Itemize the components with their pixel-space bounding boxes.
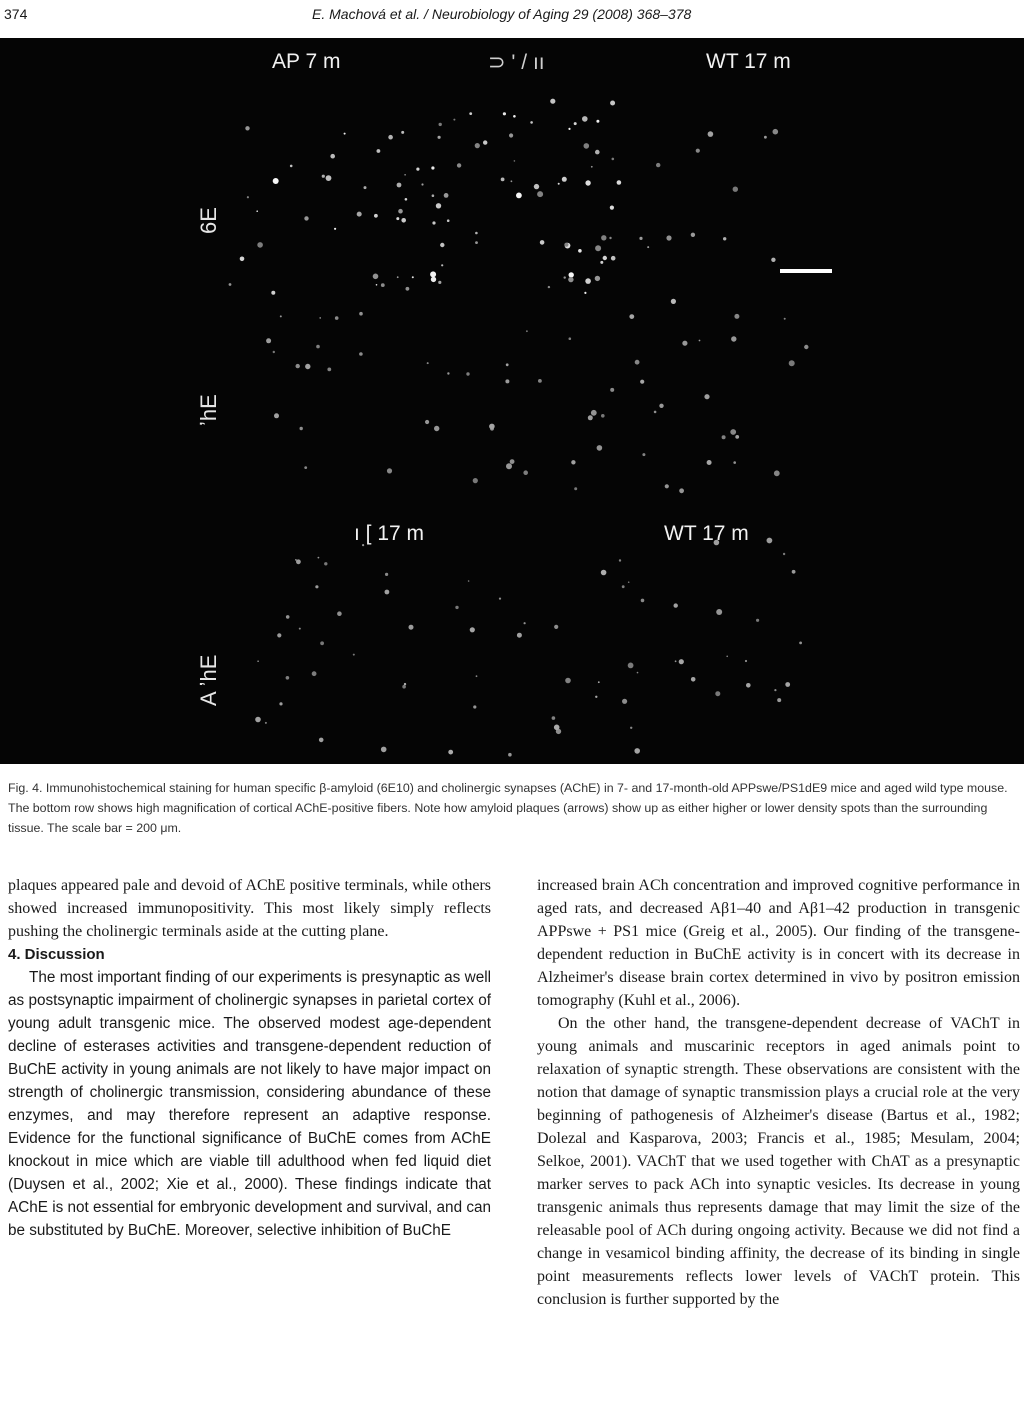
speckle <box>376 284 378 286</box>
speckle <box>503 112 506 115</box>
row-label-ache-bottom: A ʼhE <box>196 654 221 706</box>
micrograph-speckles <box>0 38 1024 764</box>
right-paragraph-2: On the other hand, the transgene-dependent decrease of VAChT in young animals and muscarinic receptors in aged animals point to relaxation of synaptic strength. These observations are consistent with the notion that damage of synaptic transmission plays a crucial role at the very beginning of pathogenesis of Alzheimer's disease (Bartus et al., 1982; Dolezal and Kasparova, 2003; Francis et al., 1985; Mesulam, 2004; Selkoe, 2001). VAChT that we used together with ChAT as a presynaptic marker serves to pack ACh into synaptic vesicles. Its decrease in young transgenic animals thus represents damage that may limit the size of the releasable pool of ACh during ongoing activity. Because we did not find a change in vesamicol binding affinity, the decrease of its binding in single point measurements reflects lower levels of VAChT protein. This conclusion is further supported by the <box>537 1015 1020 1308</box>
speckle <box>448 750 453 755</box>
speckle <box>640 380 644 384</box>
speckle <box>381 747 387 753</box>
speckle <box>595 276 600 281</box>
speckle <box>783 553 785 555</box>
speckle <box>715 691 720 696</box>
speckle <box>634 748 640 754</box>
left-paragraph-1: plaques appeared pale and devoid of AChE positive terminals, while others showed increased immunopositivity. This most likely simply reflects pushing the cholinergic terminals aside at the cutting plane. <box>8 877 491 940</box>
speckle <box>327 368 331 372</box>
speckle <box>564 276 566 278</box>
speckle <box>591 410 597 416</box>
speckle <box>584 292 586 294</box>
speckle <box>610 388 614 392</box>
speckle <box>364 186 367 189</box>
speckle <box>597 445 603 451</box>
speckle <box>639 237 642 240</box>
speckle <box>784 318 786 320</box>
section-heading: 4. Discussion <box>8 946 105 963</box>
speckle <box>245 126 249 130</box>
speckle <box>409 625 414 630</box>
speckle <box>595 150 600 155</box>
speckle <box>436 203 441 208</box>
speckle <box>524 622 526 624</box>
speckle <box>622 699 627 704</box>
speckle <box>569 272 574 277</box>
speckle <box>320 641 324 645</box>
speckle <box>280 315 282 317</box>
speckle <box>473 478 478 483</box>
speckle <box>538 379 542 383</box>
speckle <box>628 581 630 583</box>
speckle <box>431 277 436 282</box>
speckle <box>265 722 267 724</box>
panel-label-top-center: ⊃ ' / ıı <box>488 51 545 74</box>
speckle <box>530 121 533 124</box>
speckle <box>457 163 461 167</box>
speckle <box>299 628 301 630</box>
speckle <box>792 570 796 574</box>
speckle <box>330 154 335 159</box>
speckle <box>585 278 591 284</box>
speckle <box>611 256 616 261</box>
panel-label-ap7m: AP 7 m <box>272 50 341 73</box>
speckle <box>290 165 293 168</box>
speckle <box>510 459 515 464</box>
speckle <box>716 609 722 615</box>
speckle <box>353 654 355 656</box>
speckle <box>359 352 363 356</box>
speckle <box>406 287 410 291</box>
speckle <box>296 364 300 368</box>
speckle <box>610 206 614 210</box>
speckle <box>466 372 469 375</box>
speckle <box>316 345 320 349</box>
speckle <box>595 245 601 251</box>
speckle <box>756 619 759 622</box>
speckle <box>470 627 475 632</box>
speckle <box>441 264 443 266</box>
speckle <box>558 183 560 185</box>
speckle <box>473 705 476 708</box>
speckle <box>785 682 790 687</box>
speckle <box>642 453 645 456</box>
speckle <box>397 183 402 188</box>
speckle <box>774 689 776 691</box>
speckle <box>421 183 423 185</box>
speckle <box>774 470 780 476</box>
speckle <box>271 291 275 295</box>
speckle <box>682 341 687 346</box>
speckle <box>381 283 385 287</box>
speckle <box>595 696 597 698</box>
speckle <box>704 394 709 399</box>
speckle <box>305 364 310 369</box>
speckle <box>601 414 605 418</box>
speckle <box>588 415 593 420</box>
speckle <box>483 140 487 144</box>
speckle <box>387 468 392 473</box>
speckle <box>679 488 684 493</box>
speckle <box>571 460 575 464</box>
speckle <box>476 675 478 677</box>
speckle <box>506 363 509 366</box>
speckle <box>603 256 607 260</box>
speckle <box>630 727 632 729</box>
speckle <box>286 615 290 619</box>
speckle <box>582 116 588 122</box>
speckle <box>247 196 249 198</box>
speckle <box>656 163 660 167</box>
speckle <box>401 218 406 223</box>
speckle <box>635 360 640 365</box>
left-paragraph-2: The most important finding of our experiments is presynaptic as well as postsynaptic impairment of cholinergic synapses in parietal cortex of young adult transgenic mice. The observed modest age-dependent decline of esterases activities and transgene-dependent reduction of BuChE activity in young animals are not likely to have major impact on strength of cholinergic transmission, considering abundance of these enzymes, and may therefore represent an adaptive response. Evidence for the functional significance of BuChE comes from AChE knockout in mice which are viable till adulthood when fed liquid diet (Duysen et al., 2002; Xie et al., 2000). These findings indicate that AChE is not essential for embryonic development and survival, and can be substituted by BuChE. Moreover, selective inhibition of BuChE <box>8 969 491 1239</box>
speckle <box>637 672 639 674</box>
speckle <box>526 330 528 332</box>
speckle <box>601 570 607 576</box>
speckle <box>279 702 282 705</box>
speckle <box>255 717 261 723</box>
speckle <box>374 214 378 218</box>
speckle <box>696 149 700 153</box>
speckle <box>357 212 362 217</box>
speckle <box>324 562 327 565</box>
figure-caption: Fig. 4. Immunohistochemical staining for human specific β-amyloid (6E10) and cholinergic synapses (AChE) in 7- and 17-month-old APPswe/PS1dE9 mice and aged wild type mouse. The bottom row shows high magnification of cortical AChE-positive fibers. Note how amyloid plaques (arrows) show up as either higher or lower density spots than the surrounding tissue. The scale bar = 200 μm. <box>8 781 1008 835</box>
speckle <box>708 131 714 137</box>
speckle <box>273 178 279 184</box>
speckle <box>402 685 406 689</box>
speckle <box>312 671 317 676</box>
speckle <box>425 420 429 424</box>
speckle <box>804 345 808 349</box>
speckle <box>416 168 419 171</box>
speckle <box>537 191 543 197</box>
speckle <box>629 314 634 319</box>
speckle <box>726 656 728 658</box>
speckle <box>405 198 408 201</box>
speckle <box>412 276 414 278</box>
speckle <box>675 660 677 662</box>
speckle <box>431 166 434 169</box>
speckle <box>699 340 701 342</box>
micrograph-figure <box>0 38 1024 764</box>
speckle <box>447 219 450 222</box>
speckle <box>438 281 441 284</box>
speckle <box>764 136 767 139</box>
speckle <box>404 174 406 176</box>
speckle <box>326 175 332 181</box>
speckle <box>404 683 406 685</box>
page-number: 374 <box>4 6 28 22</box>
speckle <box>733 187 738 192</box>
speckle <box>568 128 570 130</box>
speckle <box>723 237 726 240</box>
speckle <box>574 487 577 490</box>
speckle <box>730 429 736 435</box>
speckle <box>554 625 558 629</box>
speckle <box>600 261 603 264</box>
speckle <box>565 678 571 684</box>
speckle <box>514 160 516 162</box>
speckle <box>596 120 599 123</box>
right-column <box>537 874 1020 1311</box>
speckle <box>430 271 436 277</box>
speckle <box>427 362 429 364</box>
speckle <box>598 681 600 683</box>
speckle <box>439 123 442 126</box>
speckle <box>475 232 478 235</box>
speckle <box>647 246 649 248</box>
speckle <box>257 660 259 662</box>
speckle <box>523 470 528 475</box>
speckle <box>444 193 449 198</box>
speckle <box>322 175 325 178</box>
speckle <box>569 337 572 340</box>
panel-label-wt17m-bottom: WT 17 m <box>664 522 749 545</box>
speckle <box>266 338 271 343</box>
speckle <box>731 336 736 341</box>
speckle <box>745 660 747 662</box>
speckle <box>799 642 802 645</box>
speckle <box>447 372 449 374</box>
speckle <box>513 115 516 118</box>
speckle <box>610 101 615 106</box>
speckle <box>286 676 290 680</box>
speckle <box>335 316 339 320</box>
speckle <box>229 283 232 286</box>
speckle <box>591 166 593 168</box>
running-header <box>0 4 1024 26</box>
speckle <box>540 240 545 245</box>
speckle <box>674 603 678 607</box>
speckle <box>665 484 669 488</box>
speckle <box>564 243 568 247</box>
speckle <box>511 180 513 182</box>
speckle <box>440 243 444 247</box>
speckle <box>550 99 555 104</box>
speckle <box>319 738 324 743</box>
speckle <box>516 193 522 199</box>
speckle <box>671 299 676 304</box>
speckle <box>469 112 472 115</box>
speckle <box>373 274 379 280</box>
speckle <box>434 426 439 431</box>
speckle <box>548 286 550 288</box>
speckle <box>552 716 556 720</box>
speckle <box>619 559 621 561</box>
speckle <box>295 559 297 561</box>
speckle <box>733 461 736 464</box>
speckle <box>315 585 318 588</box>
speckle <box>432 221 435 224</box>
speckle <box>318 557 320 559</box>
speckle <box>455 606 458 609</box>
speckle <box>475 241 478 244</box>
speckle <box>385 573 388 576</box>
speckle <box>641 599 645 603</box>
speckle <box>396 217 399 220</box>
speckle <box>432 194 435 197</box>
speckle <box>304 216 308 220</box>
speckle <box>388 135 393 140</box>
speckle <box>319 317 321 319</box>
speckle <box>334 228 336 230</box>
speckle <box>438 136 441 139</box>
speckle <box>609 237 611 239</box>
speckle <box>612 158 615 161</box>
speckle <box>707 460 712 465</box>
speckle <box>304 466 307 469</box>
speckle <box>501 178 505 182</box>
speckle <box>475 143 480 148</box>
speckle <box>568 277 573 282</box>
speckle <box>601 235 606 240</box>
speckle <box>505 379 509 383</box>
speckle <box>585 180 590 185</box>
speckle <box>257 242 263 248</box>
speckle <box>359 312 363 316</box>
speckle <box>397 276 399 278</box>
speckle <box>735 435 739 439</box>
speckle <box>554 725 560 731</box>
speckle <box>337 611 342 616</box>
speckle <box>617 180 622 185</box>
speckle <box>256 210 258 212</box>
speckle <box>509 133 513 137</box>
left-column <box>8 874 491 1242</box>
speckle <box>489 424 495 430</box>
speckle <box>722 435 726 439</box>
row-label-6e10: 6E <box>196 207 221 234</box>
panel-label-wt17m-top: WT 17 m <box>706 50 791 73</box>
speckle <box>506 463 512 469</box>
speckle <box>508 753 512 757</box>
speckle <box>385 590 390 595</box>
speckle <box>767 538 773 544</box>
speckle <box>746 683 751 688</box>
speckle <box>574 122 577 125</box>
speckle <box>277 633 281 637</box>
speckle <box>771 258 775 262</box>
speckle <box>398 209 403 214</box>
speckle <box>344 133 346 135</box>
row-label-ache: ʼhE <box>196 394 221 426</box>
speckle <box>734 314 739 319</box>
speckle <box>789 360 795 366</box>
scale-bar <box>780 269 832 273</box>
panel-label-ap17m-bottom: ı [ 17 m <box>354 522 425 545</box>
journal-citation: E. Machová et al. / Neurobiology of Aging 29 (2008) 368–378 <box>312 6 692 22</box>
speckle <box>468 580 470 582</box>
speckle <box>401 131 404 134</box>
speckle <box>453 119 455 121</box>
speckle <box>534 184 539 189</box>
speckle <box>578 249 582 253</box>
speckle <box>773 129 779 135</box>
speckle <box>240 257 245 262</box>
speckle <box>377 149 381 153</box>
speckle <box>300 427 303 430</box>
speckle <box>273 351 275 353</box>
speckle <box>499 598 501 600</box>
speckle <box>622 585 625 588</box>
speckle <box>659 404 663 408</box>
speckle <box>679 659 684 664</box>
speckle <box>562 177 567 182</box>
right-paragraph-1: increased brain ACh concentration and improved cognitive performance in aged rats, and decreased Aβ1–40 and Aβ1–42 production in transgenic APPswe + PS1 mice (Greig et al., 2005). Our finding of the transgene-dependent reduction in BuChE activity is in concert with its decrease in Alzheimer's disease brain cortex determined in vivo by positron emission tomography (Kuhl et al., 2006). <box>537 877 1020 1009</box>
speckle <box>691 233 695 237</box>
speckle <box>517 633 522 638</box>
speckle <box>584 143 590 149</box>
speckle <box>628 663 634 669</box>
speckle <box>274 413 279 418</box>
speckle <box>654 411 657 414</box>
speckle <box>691 677 696 682</box>
speckle <box>777 698 781 702</box>
speckle <box>666 235 671 240</box>
